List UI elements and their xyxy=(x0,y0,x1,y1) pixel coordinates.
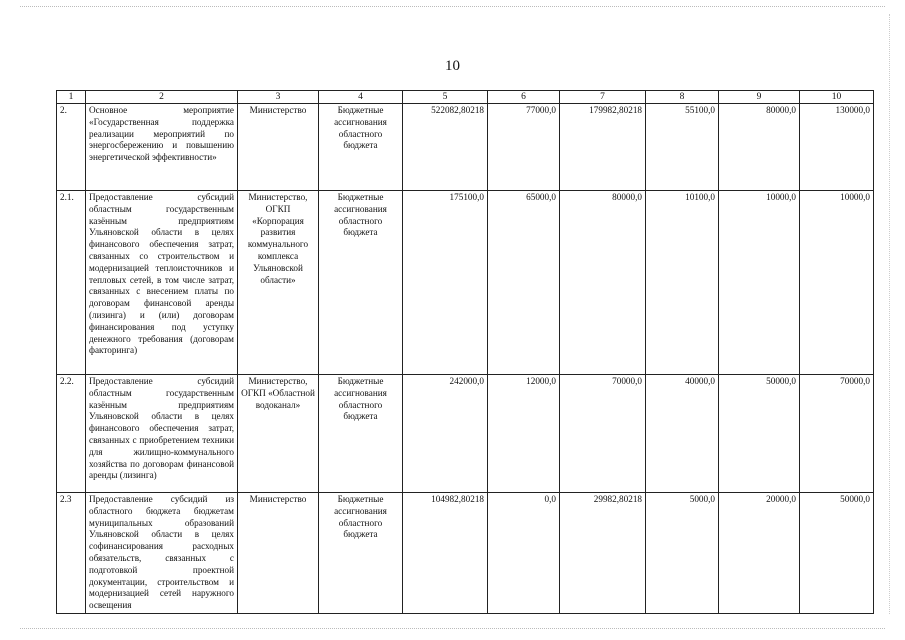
table-row xyxy=(57,104,874,191)
column-header: 3 xyxy=(238,91,319,104)
amount-col-7: 70000,0 xyxy=(560,375,646,493)
amount-col-6: 77000,0 xyxy=(488,104,560,191)
funding-source: Бюджетные ассигнования областного бюджета xyxy=(319,191,403,375)
executor: Министерство, ОГКП «Областной водоканал» xyxy=(238,375,319,493)
budget-table xyxy=(56,90,874,614)
row-number: 2.3 xyxy=(57,493,86,614)
column-header: 9 xyxy=(719,91,800,104)
amount-col-8: 5000,0 xyxy=(646,493,719,614)
column-header: 1 xyxy=(57,91,86,104)
table-row xyxy=(57,375,874,493)
amount-col-8: 40000,0 xyxy=(646,375,719,493)
amount-col-9: 20000,0 xyxy=(719,493,800,614)
amount-total: 175100,0 xyxy=(403,191,488,375)
amount-col-10: 130000,0 xyxy=(800,104,874,191)
table-row xyxy=(57,493,874,614)
funding-source: Бюджетные ассигнования областного бюджета xyxy=(319,493,403,614)
amount-col-9: 80000,0 xyxy=(719,104,800,191)
activity-name: Основное мероприятие «Государственная поддержка реализации мероприятий по энергосбережению и повышению энергетической эффективности» xyxy=(86,104,238,191)
activity-name: Предоставление субсидий областным государственным казённым предприятиям Ульяновской области в целях финансового обеспечения затрат, связанных со строительством и модернизацией теплоисточников и тепловых сетей, в том числе затрат, связанных с внесением платы по договорам финансовой аренды (лизинга) и (или) договорам финансирования под уступку денежного требования (договорам факторинга) xyxy=(86,191,238,375)
column-header: 7 xyxy=(560,91,646,104)
amount-total: 242000,0 xyxy=(403,375,488,493)
row-number: 2.2. xyxy=(57,375,86,493)
page-number: 10 xyxy=(445,58,460,74)
scan-edge-bottom xyxy=(20,628,885,629)
column-header: 10 xyxy=(800,91,874,104)
amount-col-7: 179982,80218 xyxy=(560,104,646,191)
row-number: 2. xyxy=(57,104,86,191)
executor: Министерство xyxy=(238,493,319,614)
funding-source: Бюджетные ассигнования областного бюджета xyxy=(319,375,403,493)
amount-col-6: 65000,0 xyxy=(488,191,560,375)
table-row xyxy=(57,191,874,375)
funding-source: Бюджетные ассигнования областного бюджета xyxy=(319,104,403,191)
amount-col-7: 80000,0 xyxy=(560,191,646,375)
column-header: 6 xyxy=(488,91,560,104)
amount-col-6: 12000,0 xyxy=(488,375,560,493)
amount-col-8: 10100,0 xyxy=(646,191,719,375)
executor: Министерство xyxy=(238,104,319,191)
amount-col-8: 55100,0 xyxy=(646,104,719,191)
executor: Министерство, ОГКП «Корпорация развития коммунального комплекса Ульяновской области» xyxy=(238,191,319,375)
activity-name: Предоставление субсидий из областного бюджета бюджетам муниципальных образований Ульяновской области в целях софинансирования расходных обязательств, связанных с подготовкой проектной документации, строительством и модернизацией сетей наружного освещения xyxy=(86,493,238,614)
column-header: 8 xyxy=(646,91,719,104)
amount-col-7: 29982,80218 xyxy=(560,493,646,614)
amount-col-9: 10000,0 xyxy=(719,191,800,375)
amount-col-10: 50000,0 xyxy=(800,493,874,614)
amount-total: 522082,80218 xyxy=(403,104,488,191)
column-header: 5 xyxy=(403,91,488,104)
scan-edge-top xyxy=(20,6,885,7)
column-header: 4 xyxy=(319,91,403,104)
amount-col-6: 0,0 xyxy=(488,493,560,614)
amount-col-9: 50000,0 xyxy=(719,375,800,493)
table-header-row xyxy=(57,91,874,104)
amount-col-10: 70000,0 xyxy=(800,375,874,493)
row-number: 2.1. xyxy=(57,191,86,375)
amount-total: 104982,80218 xyxy=(403,493,488,614)
scan-edge-right xyxy=(889,14,890,614)
column-header: 2 xyxy=(86,91,238,104)
amount-col-10: 10000,0 xyxy=(800,191,874,375)
activity-name: Предоставление субсидий областным государственным казённым предприятиям Ульяновской области в целях финансового обеспечения затрат, связанных с приобретением техники для жилищно-коммунального хозяйства по договорам финансовой аренды (лизинга) xyxy=(86,375,238,493)
